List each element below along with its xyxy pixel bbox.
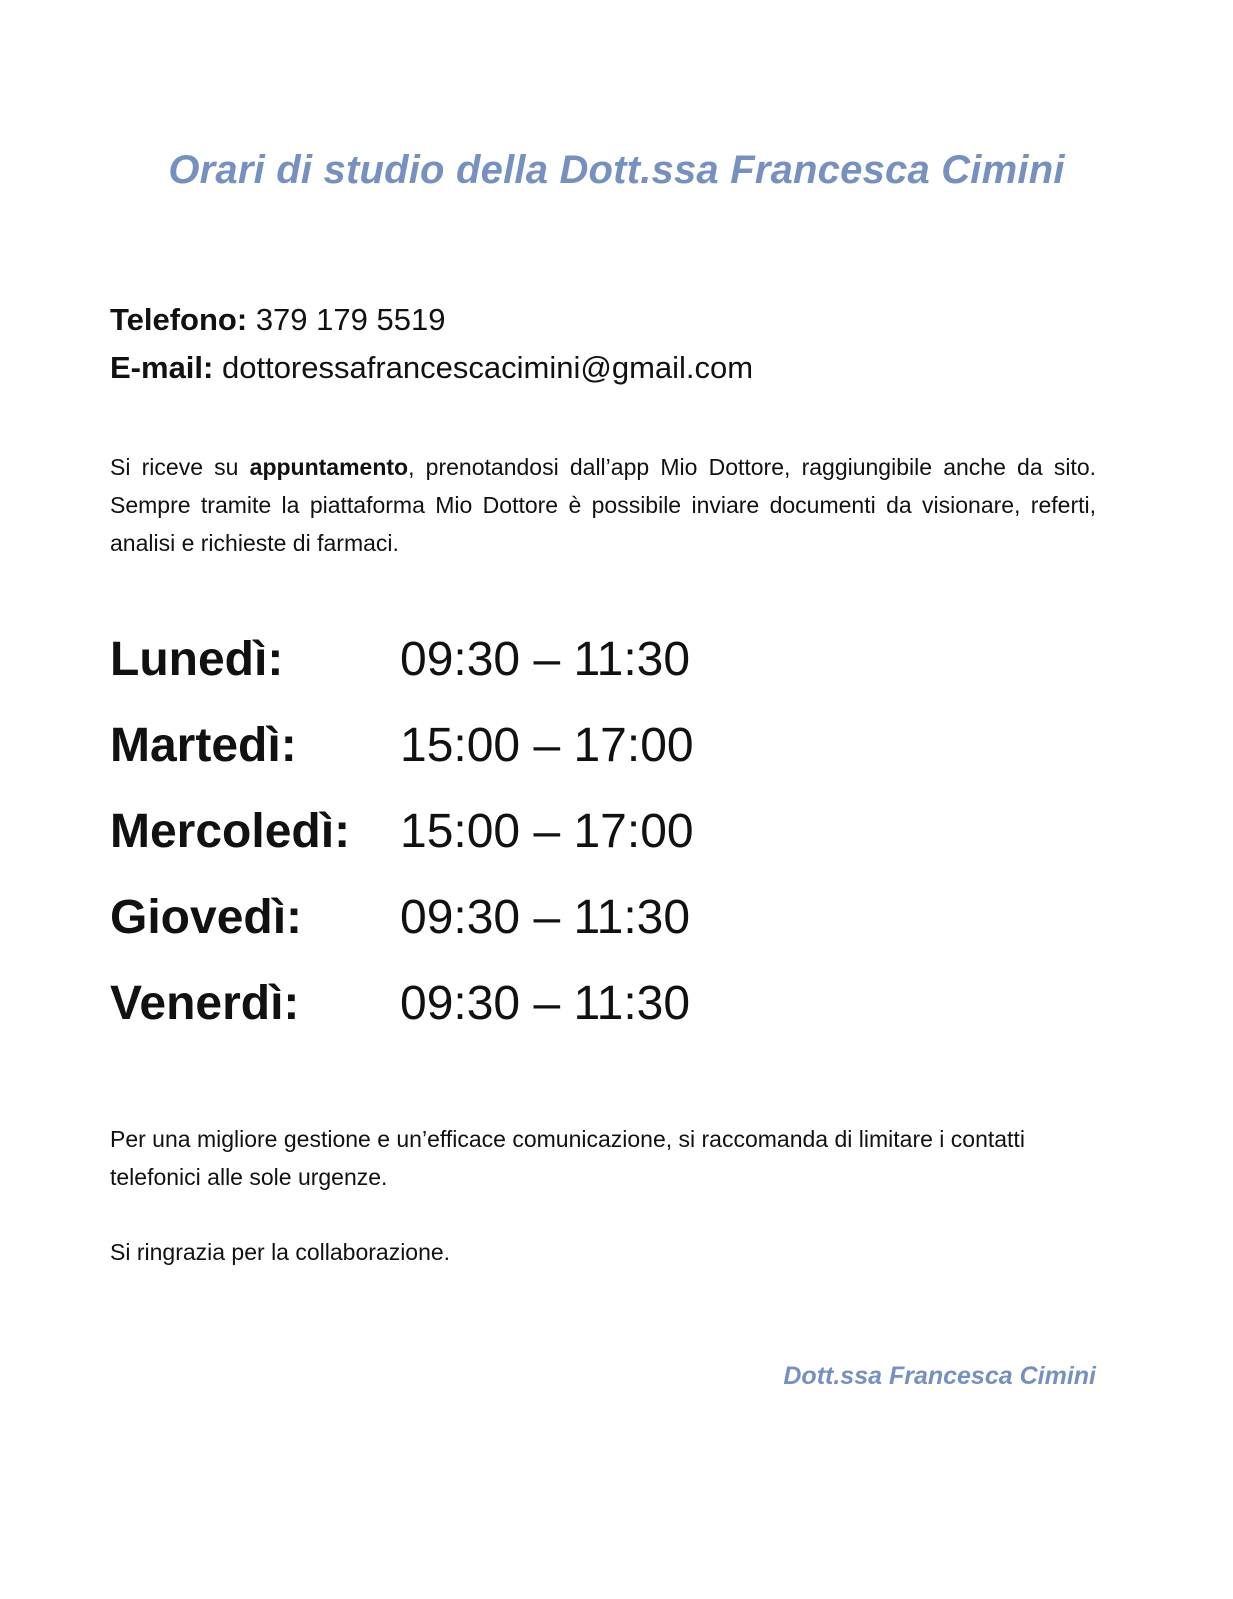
schedule-row-tuesday (110, 702, 694, 788)
phone-label: Telefono: (110, 302, 248, 337)
schedule-row-monday (110, 616, 694, 702)
schedule-day: Mercoledì: (110, 804, 351, 858)
schedule-day: Lunedì: (110, 632, 284, 686)
schedule-hours: 15:00 – 17:00 (400, 718, 694, 772)
email-address: dottoressafrancescacimini@gmail.com (221, 350, 754, 385)
schedule-hours: 09:30 – 11:30 (400, 632, 691, 686)
intro-paragraph (110, 448, 1096, 562)
phone-number: 379 179 5519 (255, 302, 446, 337)
intro-bold-word: appuntamento (249, 454, 409, 480)
schedule-row-friday (110, 960, 694, 1046)
intro-text-start: Si riceve su (110, 454, 250, 480)
schedule-hours: 15:00 – 17:00 (400, 804, 694, 858)
schedule-day: Martedì: (110, 718, 297, 772)
intro-text-end: , prenotandosi dall’app Mio Dottore, raggiungibile anche da sito. Sempre tramite la piattaforma Mio Dottore è possibile inviare documenti da visionare, referti, analisi e richieste di farmaci. (110, 454, 1096, 556)
email-line (110, 350, 753, 386)
schedule-row-thursday (110, 874, 694, 960)
schedule-day: Giovedì: (110, 890, 303, 944)
schedule-hours: 09:30 – 11:30 (400, 890, 691, 944)
page-title: Orari di studio della Dott.ssa Francesca Cimini (168, 148, 1065, 192)
schedule-list (110, 616, 694, 1046)
email-label: E-mail: (110, 350, 214, 385)
recommendation-note: Per una migliore gestione e un’efficace comunicazione, si raccomanda di limitare i contatti telefonici alle sole urgenze. (110, 1126, 1025, 1190)
schedule-row-wednesday (110, 788, 694, 874)
phone-line (110, 302, 445, 338)
thanks-text: Si ringrazia per la collaborazione. (110, 1239, 451, 1265)
schedule-hours: 09:30 – 11:30 (400, 976, 691, 1030)
schedule-day: Venerdì: (110, 976, 300, 1030)
signature: Dott.ssa Francesca Cimini (783, 1362, 1096, 1390)
